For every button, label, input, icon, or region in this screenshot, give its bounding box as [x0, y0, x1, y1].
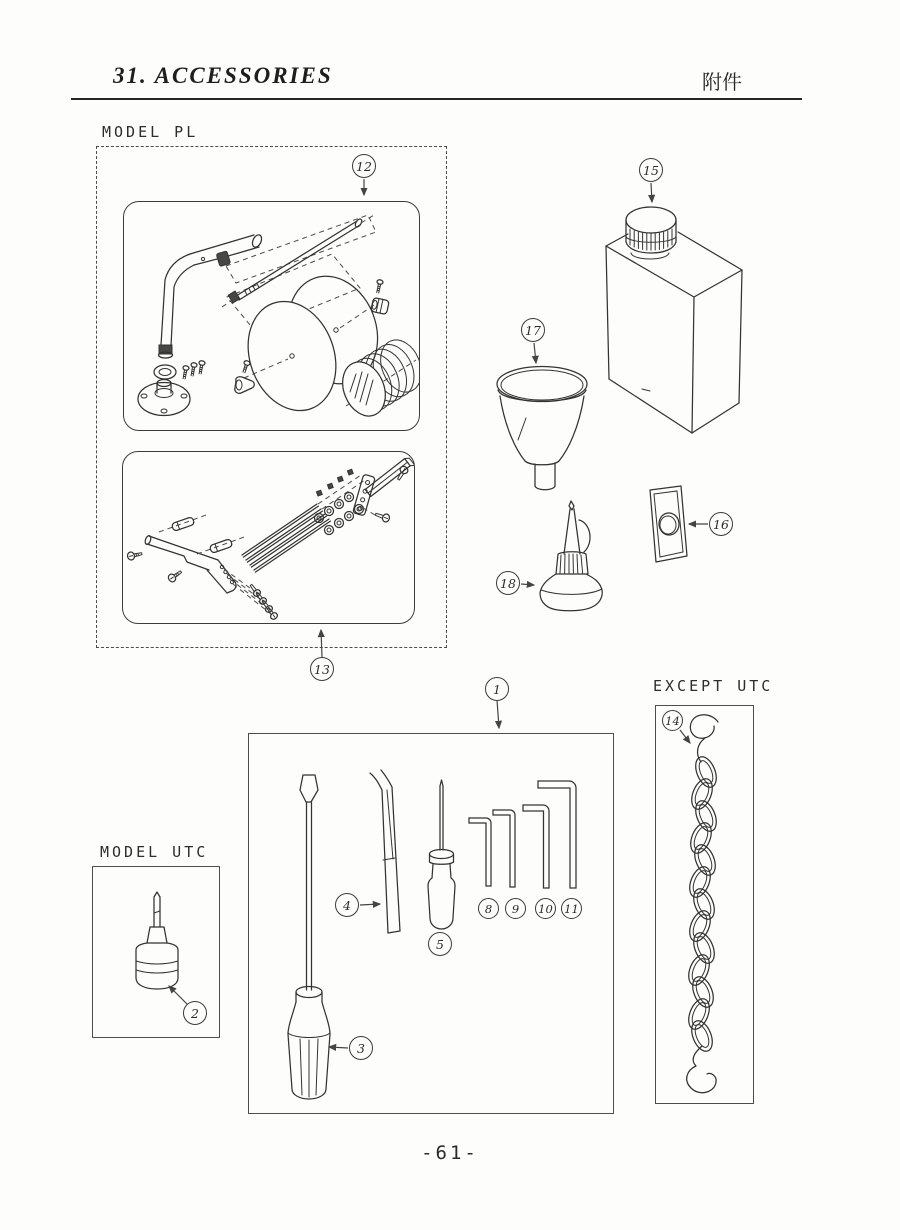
model-pl-label: MODEL PL: [102, 123, 199, 141]
callout-3: 3: [349, 1036, 373, 1060]
callout-4: 4: [335, 893, 359, 917]
threaded-studs-drawing: [159, 514, 247, 554]
angle-bar-drawing: [365, 456, 414, 498]
page-title: 31. ACCESSORIES: [113, 63, 333, 88]
chain-links: [685, 754, 721, 1054]
oiler-drawing: [528, 498, 608, 618]
hex-wrenches-drawing: [469, 781, 576, 888]
small-screw-and-ferrule-right: [371, 279, 390, 314]
model-utc-label: MODEL UTC: [100, 843, 209, 861]
bracket-screws-drawing: [127, 550, 183, 583]
bent-pipe-drawing: [159, 233, 264, 358]
bottom-s-hook: [687, 1046, 716, 1093]
utc-attachment-drawing: [121, 885, 201, 1005]
callout-1: 1: [485, 677, 509, 701]
callout-18: 18: [496, 571, 520, 595]
callout-2: 2: [183, 1001, 207, 1025]
callout-8: 8: [478, 898, 499, 919]
spool-stand-box: [123, 201, 420, 431]
except-utc-label: EXCEPT UTC: [653, 677, 774, 695]
small-screwdriver-drawing: [428, 780, 455, 929]
arrow-1: [497, 700, 499, 728]
face-plate-drawing: [643, 484, 691, 568]
callout-16: 16: [709, 512, 733, 536]
oil-tank-drawing: [598, 195, 748, 445]
tweezers-drawing: [370, 770, 400, 933]
funnel-drawing: [490, 358, 598, 496]
tool-kit-box: [248, 733, 614, 1114]
callout-15: 15: [639, 158, 663, 182]
callout-10: 10: [535, 898, 556, 919]
thread-guide-diagram: [123, 452, 414, 623]
top-s-hook: [690, 715, 718, 762]
callout-14: 14: [662, 710, 683, 731]
base-screws-drawing: [181, 360, 205, 379]
large-screwdriver-drawing: [288, 775, 330, 1099]
nut-and-flange-base-drawing: [138, 365, 190, 416]
page-title-cjk: 附件: [702, 70, 742, 94]
callout-12: 12: [352, 154, 376, 178]
page-number: -61-: [421, 1142, 479, 1164]
callout-17: 17: [521, 318, 545, 342]
spool-stand-diagram: [124, 202, 419, 430]
header-rule: [71, 98, 802, 100]
guide-rods-drawing: [242, 475, 365, 572]
thread-guide-box: [122, 451, 415, 624]
bottom-screws-drawing: [224, 569, 279, 621]
tank-cap: [626, 207, 676, 259]
tool-kit-diagram: [249, 734, 613, 1113]
callout-5: 5: [428, 932, 452, 956]
callout-11: 11: [561, 898, 582, 919]
chain-drawing: [660, 710, 748, 1098]
tank-body: [606, 232, 742, 433]
callout-9: 9: [505, 898, 526, 919]
callout-13: 13: [310, 657, 334, 681]
bracket-arm-drawing: [144, 535, 236, 593]
except-utc-box: [655, 705, 754, 1104]
spool-pin-rod-drawing: [222, 215, 374, 307]
